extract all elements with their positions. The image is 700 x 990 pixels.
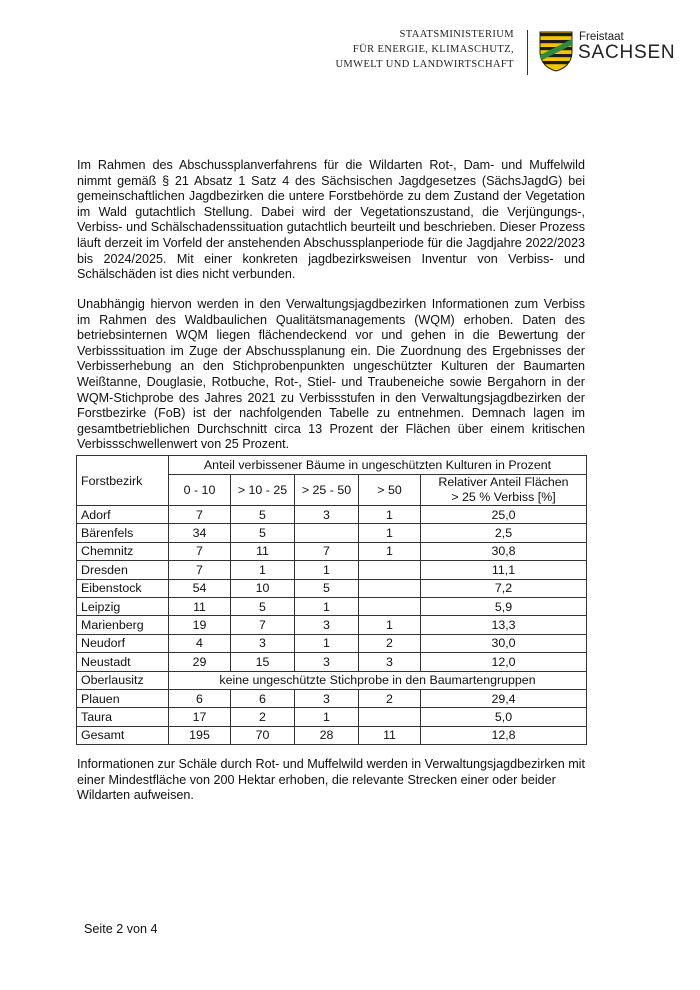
table-row (77, 542, 587, 560)
table-row (77, 579, 587, 597)
row-name: Plauen (77, 689, 169, 707)
cell: 15 (231, 653, 295, 671)
cell: 17 (169, 708, 231, 726)
ministry-line-3: UMWELT UND LANDWIRTSCHAFT (335, 59, 514, 70)
table-row-total (77, 726, 587, 744)
cell: 7 (231, 616, 295, 634)
cell: 7 (169, 542, 231, 560)
row-name: Chemnitz (77, 542, 169, 560)
cell-relative: 30,8 (421, 542, 587, 560)
saxony-crest-icon (538, 30, 574, 72)
cell: 19 (169, 616, 231, 634)
cell-relative: 30,0 (421, 634, 587, 652)
cell: 2 (359, 689, 421, 707)
cell: 7 (169, 561, 231, 579)
ministry-line-1: STAATSMINISTERIUM (399, 29, 514, 40)
row-name: Dresden (77, 561, 169, 579)
cell: 1 (295, 634, 359, 652)
cell: 3 (359, 653, 421, 671)
cell (359, 561, 421, 579)
cell: 7 (295, 542, 359, 560)
ministry-line-2: FÜR ENERGIE, KLIMASCHUTZ, (352, 44, 514, 55)
cell: 34 (169, 524, 231, 542)
cell: 6 (231, 689, 295, 707)
verbiss-table (76, 455, 587, 745)
table-row (77, 597, 587, 615)
cell: 2 (359, 634, 421, 652)
row-name: Neudorf (77, 634, 169, 652)
header-forstbezirk: Forstbezirk (77, 456, 169, 506)
cell: 1 (295, 708, 359, 726)
cell: 70 (231, 726, 295, 744)
cell: 1 (295, 561, 359, 579)
paragraph-3: Informationen zur Schäle durch Rot- und Muffelwild werden in Verwaltungsjagdbezirken mit einer Mindestfläche von 200 Hektar erhoben, die relevante Strecken einer oder beider Wildarten aufweisen. (77, 757, 585, 803)
row-name: Adorf (77, 506, 169, 524)
header-col-3: > 25 - 50 (295, 475, 359, 506)
logo-freistaat: Freistaat (579, 31, 624, 43)
table-row (77, 506, 587, 524)
cell: 1 (359, 542, 421, 560)
cell-relative: 7,2 (421, 579, 587, 597)
cell-relative: 12,0 (421, 653, 587, 671)
header-col-4: > 50 (359, 475, 421, 506)
table-row (77, 524, 587, 542)
header-col-1: 0 - 10 (169, 475, 231, 506)
cell: 3 (295, 506, 359, 524)
cell-relative: 5,0 (421, 708, 587, 726)
cell: 1 (359, 506, 421, 524)
cell-relative: 5,9 (421, 597, 587, 615)
cell: 3 (231, 634, 295, 652)
cell (359, 597, 421, 615)
header-relative (421, 475, 587, 506)
table-row (77, 689, 587, 707)
cell-relative: 29,4 (421, 689, 587, 707)
header-col-2: > 10 - 25 (231, 475, 295, 506)
cell: 5 (231, 524, 295, 542)
cell-note: keine ungeschützte Stichprobe in den Baumartengruppen (169, 671, 587, 689)
cell: 10 (231, 579, 295, 597)
paragraph-1: Im Rahmen des Abschussplanverfahrens für die Wildarten Rot-, Dam- und Muffelwild nimmt gemäß § 21 Absatz 1 Satz 4 des Sächsischen Jagdgesetzes (SächsJagdG) bei gemeinschaftlichen Jagdbezirken die untere Forstbehörde zu dem Zustand der Vegetation im Wald gutachtlich Stellung. Dabei wird der Vegetationszustand, die Verjüngungs-, Verbiss- und Schälschadenssituation gutachtlich beurteilt und beschrieben. Dieser Prozess läuft derzeit im Vorfeld der anstehenden Abschussplanperiode für die Jagdjahre 2022/2023 bis 2024/2025. Mit einer konkreten jagdbezirksweisen Inventur von Verbiss- und Schälschäden ist dies nicht verbunden. (77, 158, 585, 282)
ministry-name (314, 27, 514, 72)
header-divider (527, 30, 528, 75)
page-number: Seite 2 von 4 (84, 922, 158, 936)
header-relative-line-2: > 25 % Verbiss [%] (451, 490, 556, 504)
cell: 28 (295, 726, 359, 744)
row-name: Gesamt (77, 726, 169, 744)
cell: 5 (231, 506, 295, 524)
cell: 54 (169, 579, 231, 597)
cell-relative: 12,8 (421, 726, 587, 744)
table-row (77, 708, 587, 726)
cell: 3 (295, 689, 359, 707)
cell: 4 (169, 634, 231, 652)
cell: 2 (231, 708, 295, 726)
row-name: Oberlausitz (77, 671, 169, 689)
cell: 11 (231, 542, 295, 560)
paragraph-2: Unabhängig hiervon werden in den Verwaltungsjagdbezirken Informationen zum Verbiss im Rahmen des Waldbaulichen Qualitätsmanagements (WQM) erhoben. Daten des betriebsinternen WQM liegen flächendeckend vor und gehen in die Bewertung der Verbisssituation im Zuge der Abschussplanung ein. Die Zuordnung des Ergebnisses der Verbisserhebung an den Stichprobenpunkten ungeschützter Kulturen der Baumarten Weißtanne, Douglasie, Rotbuche, Rot-, Stiel- und Traubeneiche sowie Bergahorn in der WQM-Stichprobe des Jahres 2021 zu Verbissstufen in den Verwaltungsjagdbezirken der Forstbezirke (FoB) ist der nachfolgenden Tabelle zu entnehmen. Demnach lagen im gesamtbetrieblichen Durchschnitt circa 13 Prozent der Flächen über einem kritischen Verbissschwellenwert von 25 Prozent. (77, 297, 585, 452)
table-row (77, 634, 587, 652)
cell-relative: 2,5 (421, 524, 587, 542)
cell: 1 (295, 597, 359, 615)
cell: 3 (295, 653, 359, 671)
row-name: Bärenfels (77, 524, 169, 542)
cell: 6 (169, 689, 231, 707)
table-row (77, 561, 587, 579)
row-name: Leipzig (77, 597, 169, 615)
table-row (77, 671, 587, 689)
header-relative-line-1: Relativer Anteil Flächen (438, 475, 569, 489)
row-name: Eibenstock (77, 579, 169, 597)
cell-relative: 25,0 (421, 506, 587, 524)
table-row (77, 653, 587, 671)
logo-sachsen: SACHSEN (578, 42, 676, 63)
cell: 11 (169, 597, 231, 615)
cell: 5 (231, 597, 295, 615)
row-name: Neustadt (77, 653, 169, 671)
cell: 29 (169, 653, 231, 671)
cell: 1 (231, 561, 295, 579)
cell (295, 524, 359, 542)
cell (359, 708, 421, 726)
cell: 1 (359, 524, 421, 542)
cell-relative: 11,1 (421, 561, 587, 579)
cell: 195 (169, 726, 231, 744)
table-row (77, 616, 587, 634)
cell: 1 (359, 616, 421, 634)
cell: 7 (169, 506, 231, 524)
cell-relative: 13,3 (421, 616, 587, 634)
cell: 5 (295, 579, 359, 597)
cell: 11 (359, 726, 421, 744)
row-name: Taura (77, 708, 169, 726)
row-name: Marienberg (77, 616, 169, 634)
cell: 3 (295, 616, 359, 634)
cell (359, 579, 421, 597)
header-group: Anteil verbissener Bäume in ungeschützten Kulturen in Prozent (169, 456, 587, 475)
